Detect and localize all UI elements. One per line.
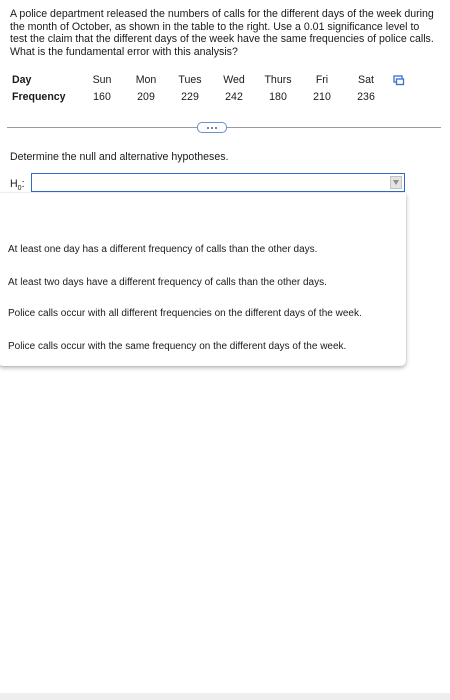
expand-button[interactable] (197, 122, 227, 133)
frequency-row (12, 88, 388, 105)
day-fri: Fri (315, 73, 329, 86)
day-sun: Sun (92, 73, 112, 86)
freq-fri: 210 (313, 90, 331, 103)
h0-dropdown[interactable] (31, 173, 405, 192)
h0-colon: : (21, 178, 25, 190)
day-row (12, 71, 388, 88)
freq-wed: 242 (225, 90, 243, 103)
option-at-least-one-different[interactable]: At least one day has a different frequency of calls than the other days. (8, 244, 318, 255)
option-all-different[interactable]: Police calls occur with all different frequencies on the different days of the week. (8, 308, 362, 319)
more-ellipsis-icon (207, 127, 209, 129)
h0-label (10, 178, 25, 192)
day-sat: Sat (358, 73, 374, 86)
day-thurs: Thurs (264, 73, 292, 86)
freq-sun: 160 (93, 90, 111, 103)
freq-tues: 229 (181, 90, 199, 103)
ellipsis-dot (215, 127, 217, 129)
frequency-table (12, 71, 388, 105)
freq-mon: 209 (137, 90, 155, 103)
day-row-header: Day (12, 73, 32, 86)
day-tues: Tues (178, 73, 202, 86)
ellipsis-dot (211, 127, 213, 129)
option-at-least-two-different[interactable]: At least two days have a different frequency of calls than the other days. (8, 277, 327, 288)
freq-thurs: 180 (269, 90, 287, 103)
h0-subscript: 0 (17, 185, 22, 193)
bottom-bar (0, 693, 450, 700)
day-mon: Mon (135, 73, 157, 86)
instruction-text: Determine the null and alternative hypotheses. (10, 151, 229, 163)
chevron-down-icon (393, 180, 399, 185)
freq-sat: 236 (357, 90, 375, 103)
option-same-frequency[interactable]: Police calls occur with the same frequency on the different days of the week. (8, 341, 347, 352)
h0-letter: H (10, 178, 18, 190)
dropdown-toggle[interactable] (390, 176, 402, 189)
day-wed: Wed (223, 73, 245, 86)
frequency-row-header: Frequency (12, 90, 66, 103)
question-text: A police department released the numbers of calls for the different days of the week during the month of October, as shown in the table to the right. Use a 0.01 significance level to test the claim that the different days of the week have the same frequencies of police calls. What is the fundamental error with this analysis? (10, 8, 434, 58)
copy-data-icon[interactable] (393, 73, 405, 84)
h0-options-menu (0, 193, 406, 366)
